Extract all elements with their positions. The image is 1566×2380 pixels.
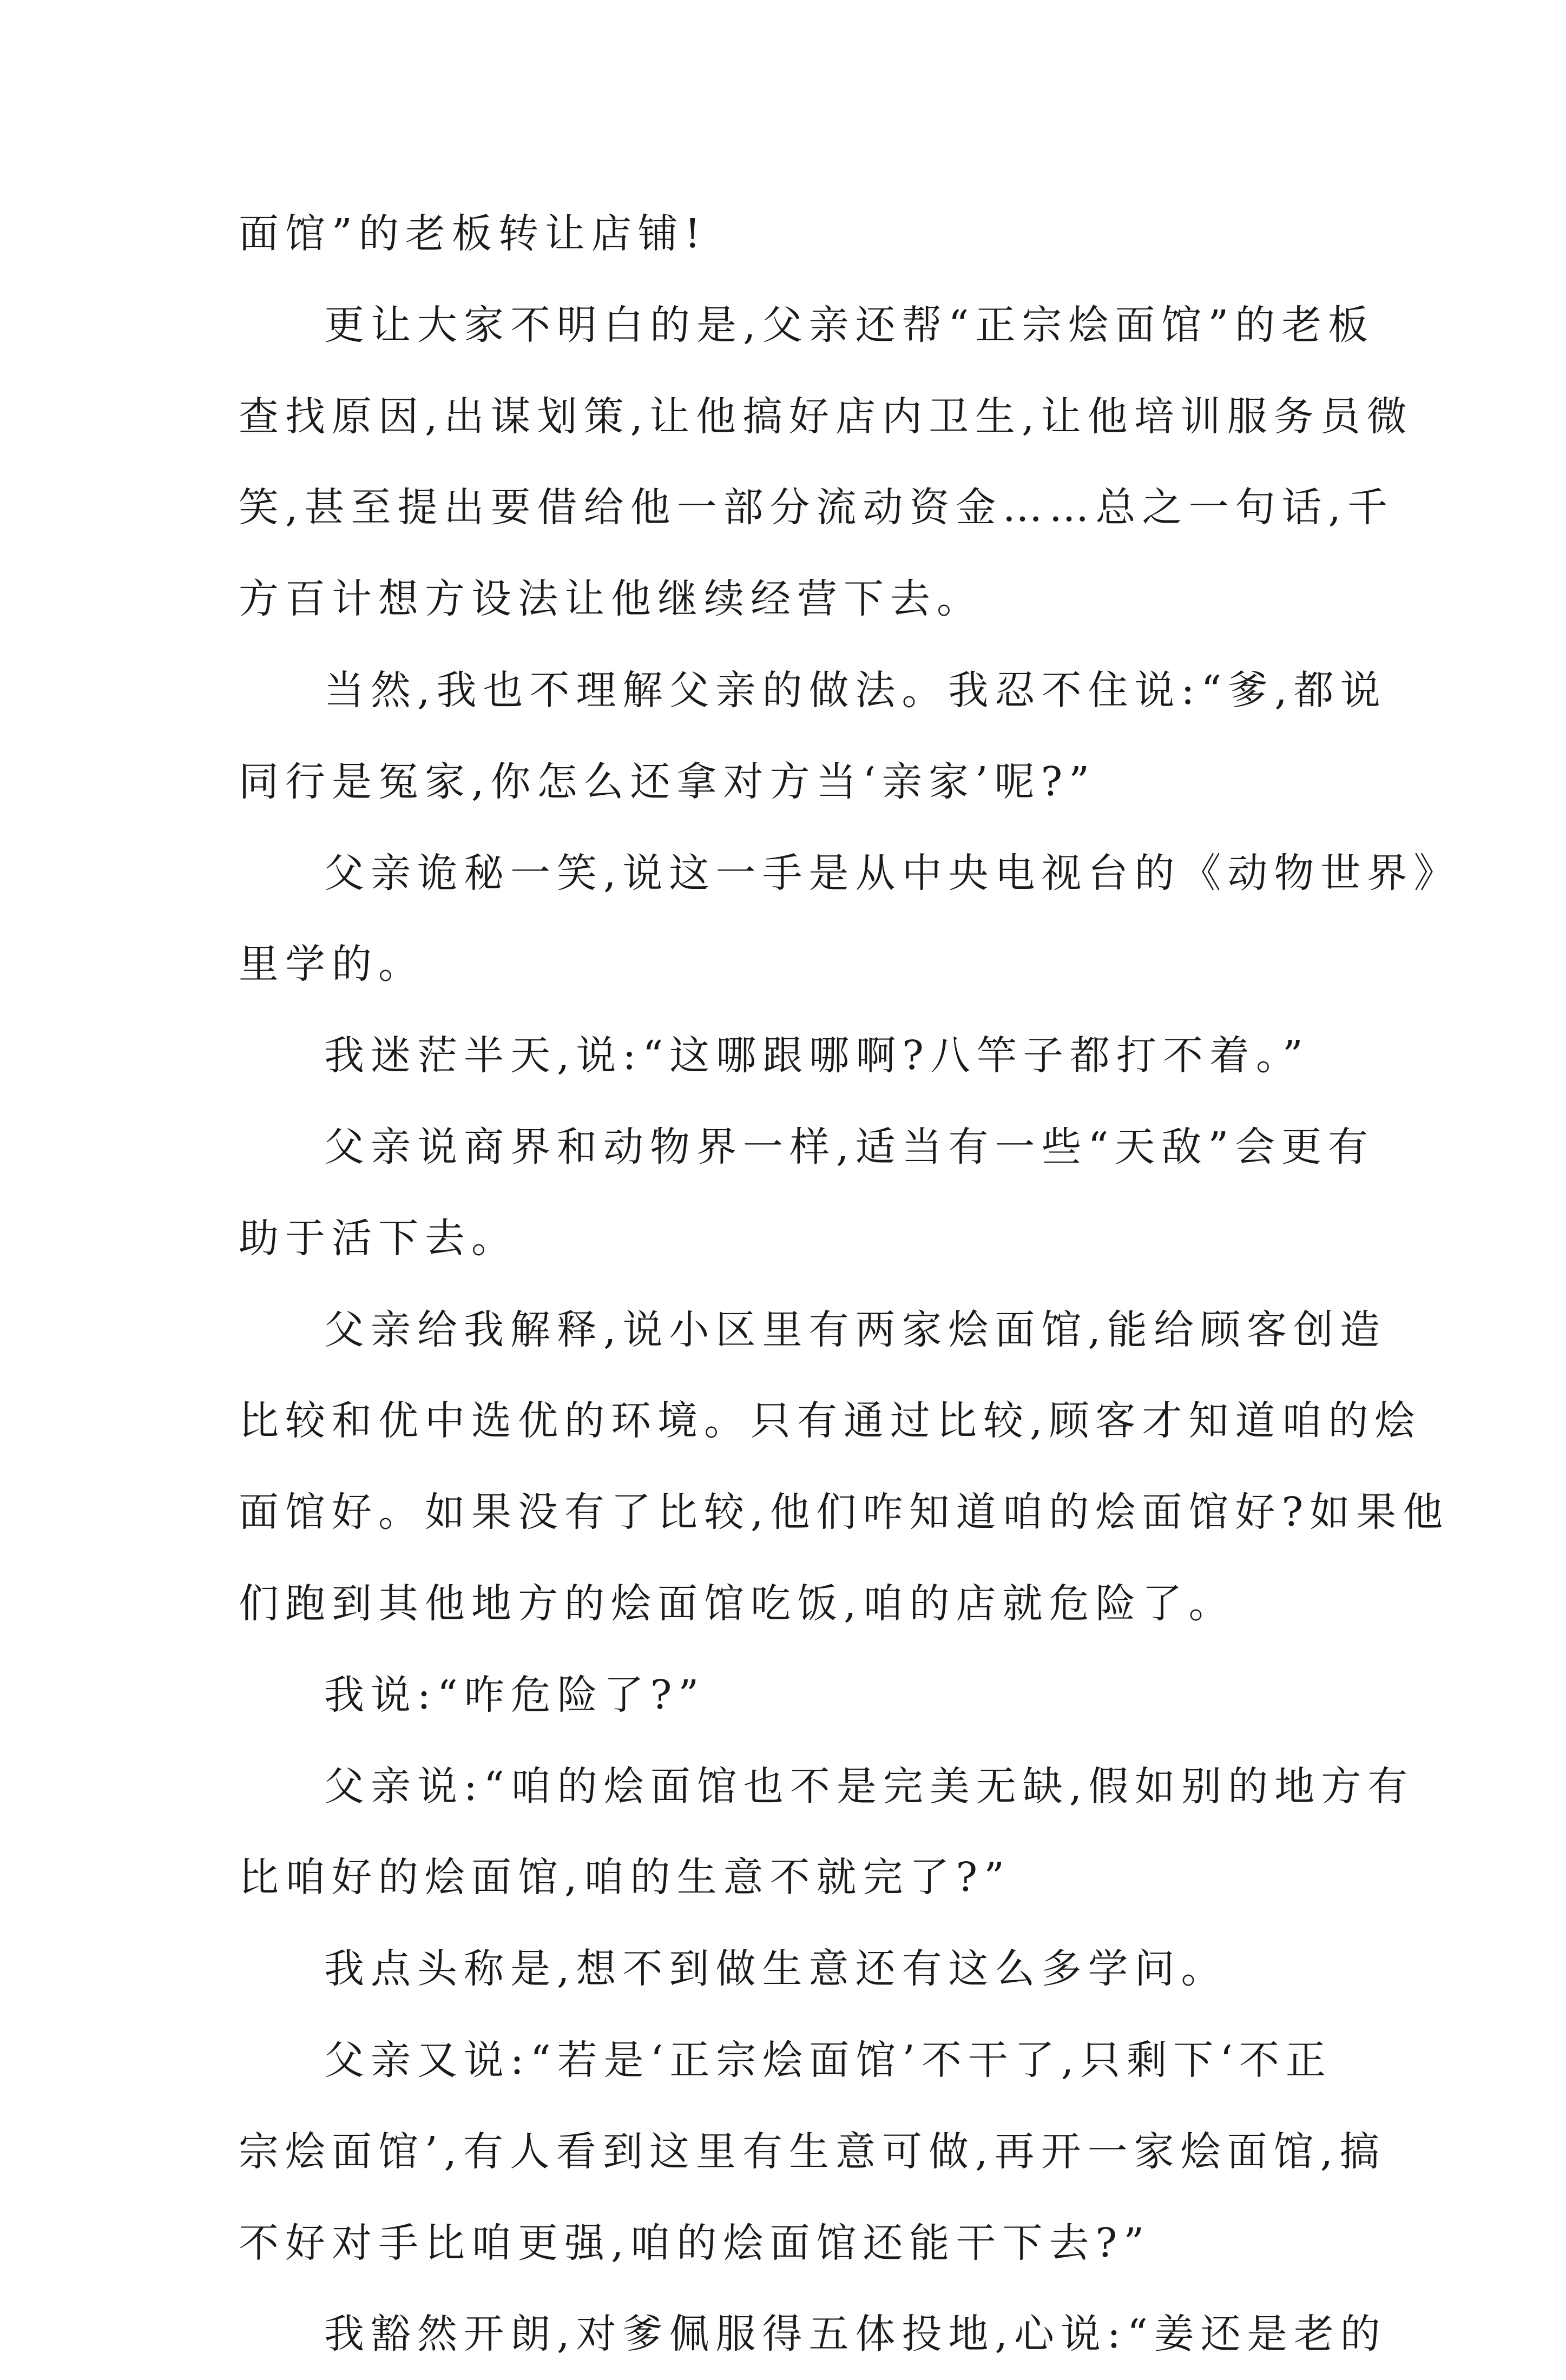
text-line: 比咱好的烩面馆,咱的生意不就完了?” bbox=[239, 1854, 1011, 1901]
text-line: 父亲说:“咱的烩面馆也不是完美无缺,假如别的地方有 bbox=[324, 1763, 1414, 1810]
body-text bbox=[239, 188, 1460, 2380]
text-line: 助于活下去。 bbox=[239, 1215, 518, 1262]
text-line: 面馆好。如果没有了比较,他们咋知道咱的烩面馆好?如果他 bbox=[239, 1489, 1450, 1536]
text-line: 面馆”的老板转让店铺! bbox=[239, 210, 707, 257]
text-line: 我说:“咋危险了?” bbox=[324, 1671, 706, 1718]
text-line: 当然,我也不理解父亲的做法。我忍不住说:“爹,都说 bbox=[324, 667, 1387, 714]
text-line: 父亲又说:“若是‘正宗烩面馆’不干了,只剩下‘不正 bbox=[324, 2036, 1332, 2084]
text-line: 父亲诡秘一笑,说这一手是从中央电视台的《动物世界》 bbox=[324, 849, 1460, 896]
text-line: 们跑到其他地方的烩面馆吃饭,咱的店就危险了。 bbox=[239, 1580, 1235, 1627]
text-line: 更让大家不明白的是,父亲还帮“正宗烩面馆”的老板 bbox=[324, 301, 1375, 348]
text-line: 方百计想方设法让他继续经营下去。 bbox=[239, 576, 983, 623]
text-line: 父亲给我解释,说小区里有两家烩面馆,能给顾客创造 bbox=[324, 1306, 1387, 1353]
text-line: 里学的。 bbox=[239, 941, 425, 988]
text-line: 宗烩面馆’,有人看到这里有生意可做,再开一家烩面馆,搞 bbox=[239, 2128, 1386, 2175]
text-line: 我迷茫半天,说:“这哪跟哪啊?八竿子都打不着。” bbox=[324, 1032, 1310, 1079]
text-line: 父亲说商界和动物界一样,适当有一些“天敌”会更有 bbox=[324, 1123, 1375, 1170]
text-line: 查找原因,出谋划策,让他搞好店内卫生,让他培训服务员微 bbox=[239, 393, 1413, 440]
text-line: 不好对手比咱更强,咱的烩面馆还能干下去?” bbox=[239, 2219, 1151, 2266]
text-line: 同行是冤家,你怎么还拿对方当‘亲家’呢?” bbox=[239, 758, 1096, 805]
text-line: 我豁然开朗,对爹佩服得五体投地,心说:“姜还是老的 bbox=[324, 2311, 1387, 2358]
text-line: 比较和优中选优的环境。只有通过比较,顾客才知道咱的烩 bbox=[239, 1397, 1422, 1445]
text-line: 我点头称是,想不到做生意还有这么多学问。 bbox=[324, 1946, 1228, 1993]
text-line: 笑,甚至提出要借给他一部分流动资金……总之一句话,千 bbox=[239, 484, 1394, 531]
